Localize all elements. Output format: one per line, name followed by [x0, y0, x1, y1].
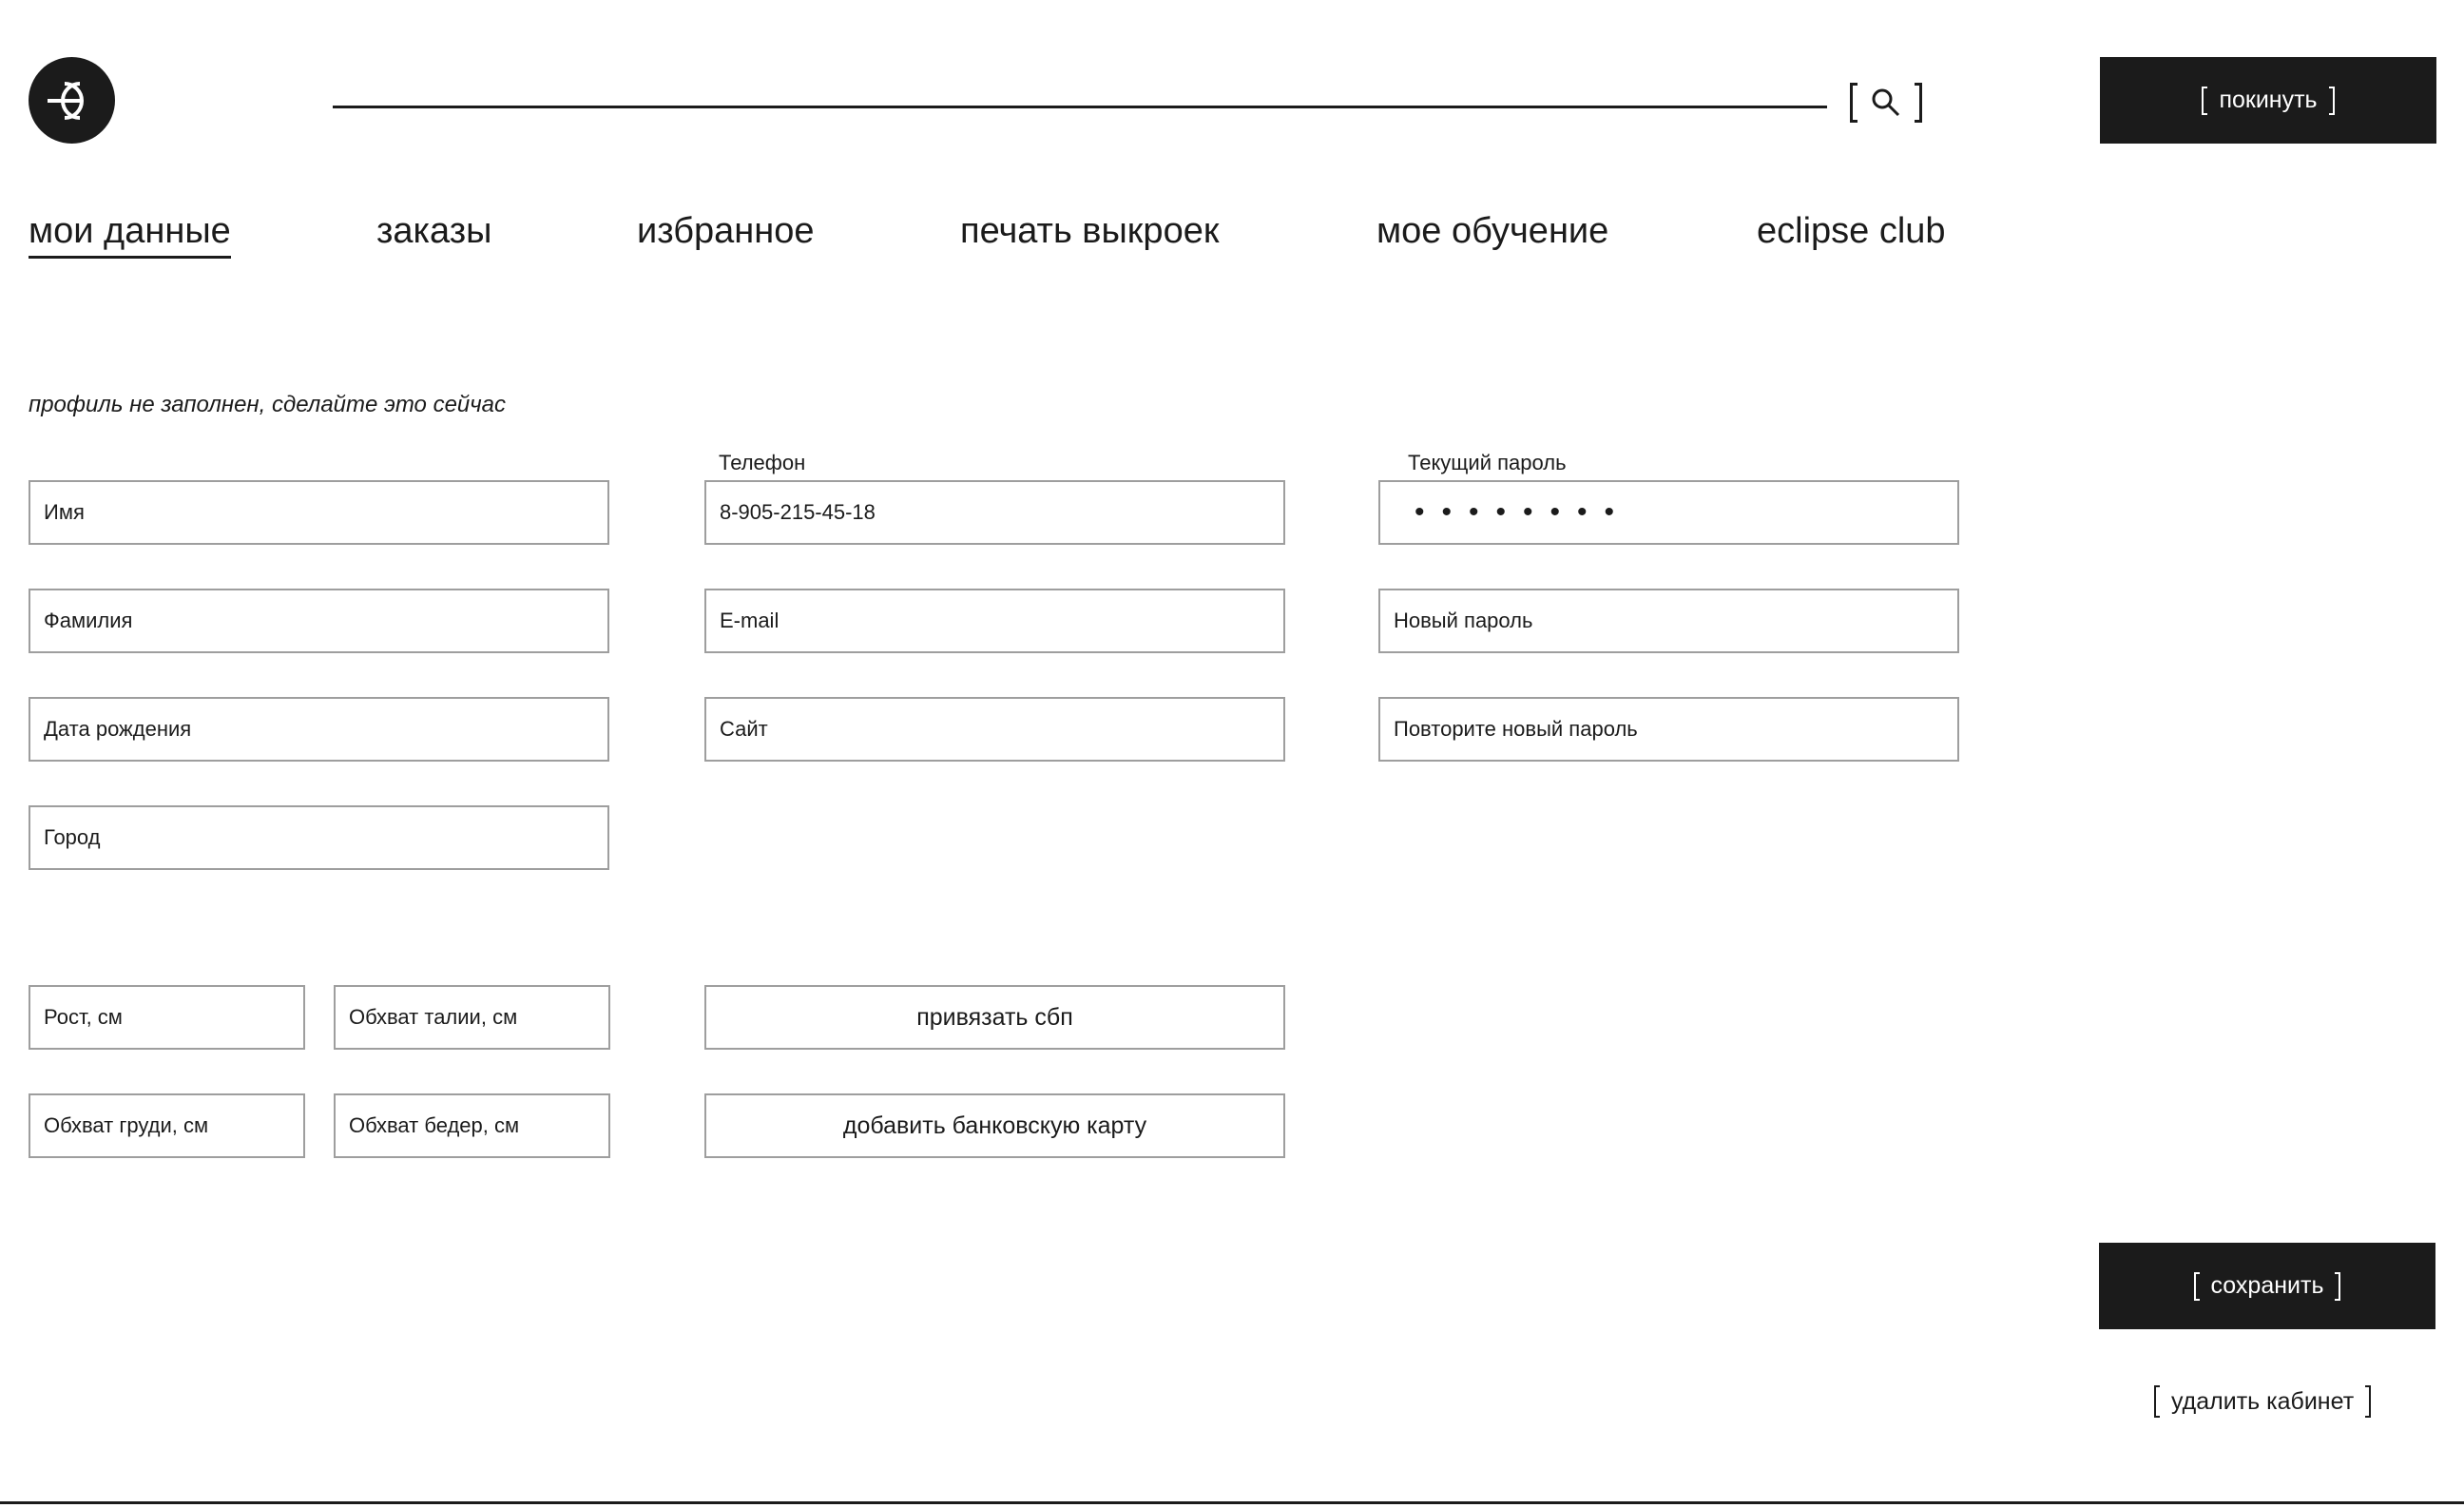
- logout-label: покинуть: [2219, 87, 2318, 113]
- current-password-field[interactable]: ••••••••: [1378, 480, 1959, 545]
- link-sbp-button[interactable]: привязать сбп: [704, 985, 1285, 1050]
- chest-field[interactable]: [29, 1093, 305, 1158]
- tab-favorites[interactable]: избранное: [637, 211, 815, 251]
- tab-my-data[interactable]: мои данные: [29, 211, 231, 259]
- logout-button[interactable]: [2100, 57, 2436, 144]
- bracket-left: [2154, 1385, 2160, 1418]
- add-bank-card-button[interactable]: добавить банковскую карту: [704, 1093, 1285, 1158]
- delete-account-button[interactable]: [2154, 1384, 2371, 1419]
- birth-date-field[interactable]: [29, 697, 609, 762]
- current-password-label: Текущий пароль: [1408, 451, 1567, 474]
- bracket-right: [1915, 83, 1922, 123]
- search-button[interactable]: [1850, 78, 1922, 127]
- bracket-left: [2194, 1272, 2200, 1301]
- last-name-field[interactable]: [29, 589, 609, 653]
- height-field[interactable]: [29, 985, 305, 1050]
- new-password-field[interactable]: [1378, 589, 1959, 653]
- email-field[interactable]: [704, 589, 1285, 653]
- delete-account-label: удалить кабинет: [2171, 1387, 2355, 1415]
- footer-divider: [0, 1501, 2464, 1504]
- city-field[interactable]: [29, 805, 609, 870]
- bracket-left: [2202, 87, 2207, 115]
- bracket-left: [1850, 83, 1858, 123]
- tab-orders[interactable]: заказы: [376, 211, 492, 251]
- logo-mark-icon: [42, 74, 103, 127]
- profile-incomplete-note: профиль не заполнен, сделайте это сейчас: [29, 392, 507, 417]
- search-input-underline[interactable]: [333, 106, 1827, 108]
- first-name-field[interactable]: [29, 480, 609, 545]
- hips-field[interactable]: [334, 1093, 610, 1158]
- tab-pattern-print[interactable]: печать выкроек: [960, 211, 1220, 251]
- waist-field[interactable]: [334, 985, 610, 1050]
- bracket-right: [2329, 87, 2335, 115]
- tab-eclipse-club[interactable]: eclipse club: [1757, 211, 1946, 251]
- bracket-right: [2335, 1272, 2340, 1301]
- site-field[interactable]: [704, 697, 1285, 762]
- eclipse-logo[interactable]: [29, 57, 115, 144]
- bracket-right: [2365, 1385, 2371, 1418]
- repeat-password-field[interactable]: [1378, 697, 1959, 762]
- save-label: сохранить: [2210, 1272, 2324, 1299]
- phone-field[interactable]: [704, 480, 1285, 545]
- save-button[interactable]: [2099, 1243, 2435, 1329]
- tab-my-learning[interactable]: мое обучение: [1376, 211, 1609, 251]
- phone-label: Телефон: [719, 451, 806, 474]
- search-icon: [1869, 86, 1903, 120]
